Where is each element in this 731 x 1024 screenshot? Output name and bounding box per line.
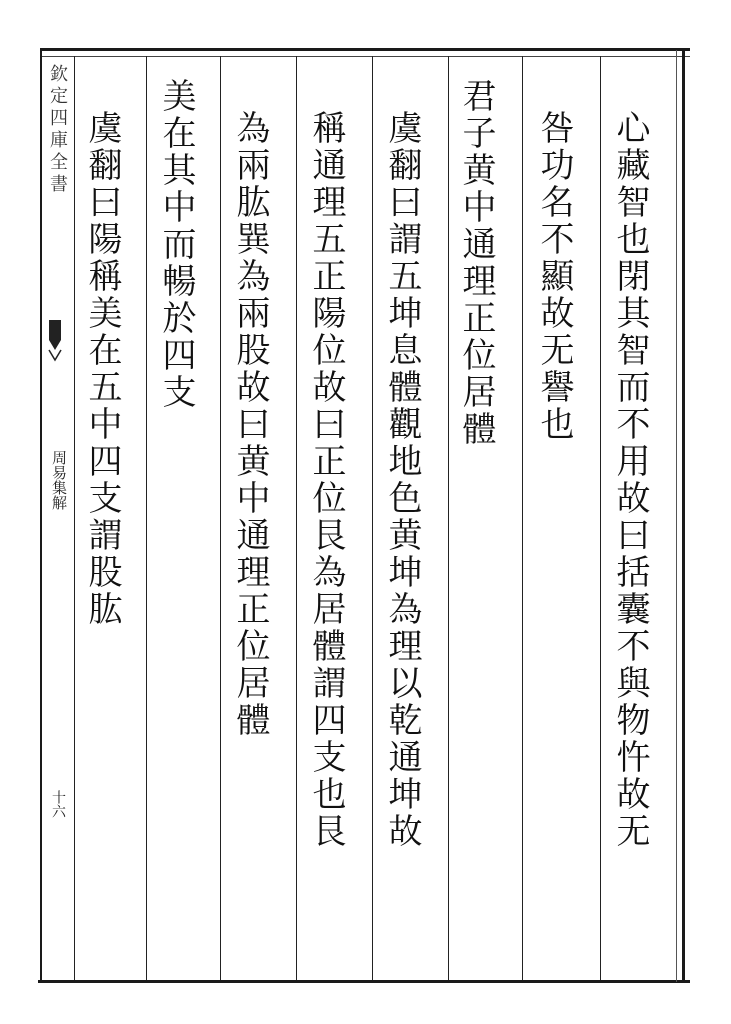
- text-column-5: 稱通理五正陽位故曰正位艮為居體謂四支也艮: [306, 110, 346, 850]
- frame-top-border: [40, 48, 690, 51]
- frame-right-border: [682, 50, 685, 982]
- text-column-6: 為兩肱巽為兩股故曰黄中通理正位居體: [230, 110, 270, 739]
- text-column-8: 虞翻曰陽稱美在五中四支謂股肱: [82, 110, 122, 628]
- text-column-4: 虞翻曰謂五坤息體觀地色黄坤為理以乾通坤故: [382, 110, 422, 850]
- column-divider: [600, 56, 601, 980]
- margin-page-number: 十六: [50, 790, 66, 818]
- frame-bottom-border: [38, 980, 690, 983]
- frame-left-border: [40, 50, 42, 982]
- column-divider: [74, 56, 75, 980]
- column-divider: [448, 56, 449, 980]
- text-column-2: 咎功名不顯故无譽也: [534, 110, 574, 443]
- frame-right-inner-border: [676, 50, 677, 982]
- column-divider: [220, 56, 221, 980]
- frame-top-inner-border: [40, 56, 690, 57]
- column-divider: [372, 56, 373, 980]
- text-column-3: 君子黄中通理正位居體: [456, 78, 496, 448]
- column-divider: [146, 56, 147, 980]
- text-column-1: 心藏智也閉其智而不用故曰括囊不與物忤故无: [610, 110, 650, 850]
- fish-tail-mark-icon: [48, 318, 62, 362]
- margin-header: 欽定四庫全書: [47, 64, 68, 196]
- column-divider: [296, 56, 297, 980]
- text-column-7: 美在其中而暢於四支: [156, 78, 196, 411]
- margin-book-title: 周易集解: [50, 450, 68, 510]
- column-divider: [522, 56, 523, 980]
